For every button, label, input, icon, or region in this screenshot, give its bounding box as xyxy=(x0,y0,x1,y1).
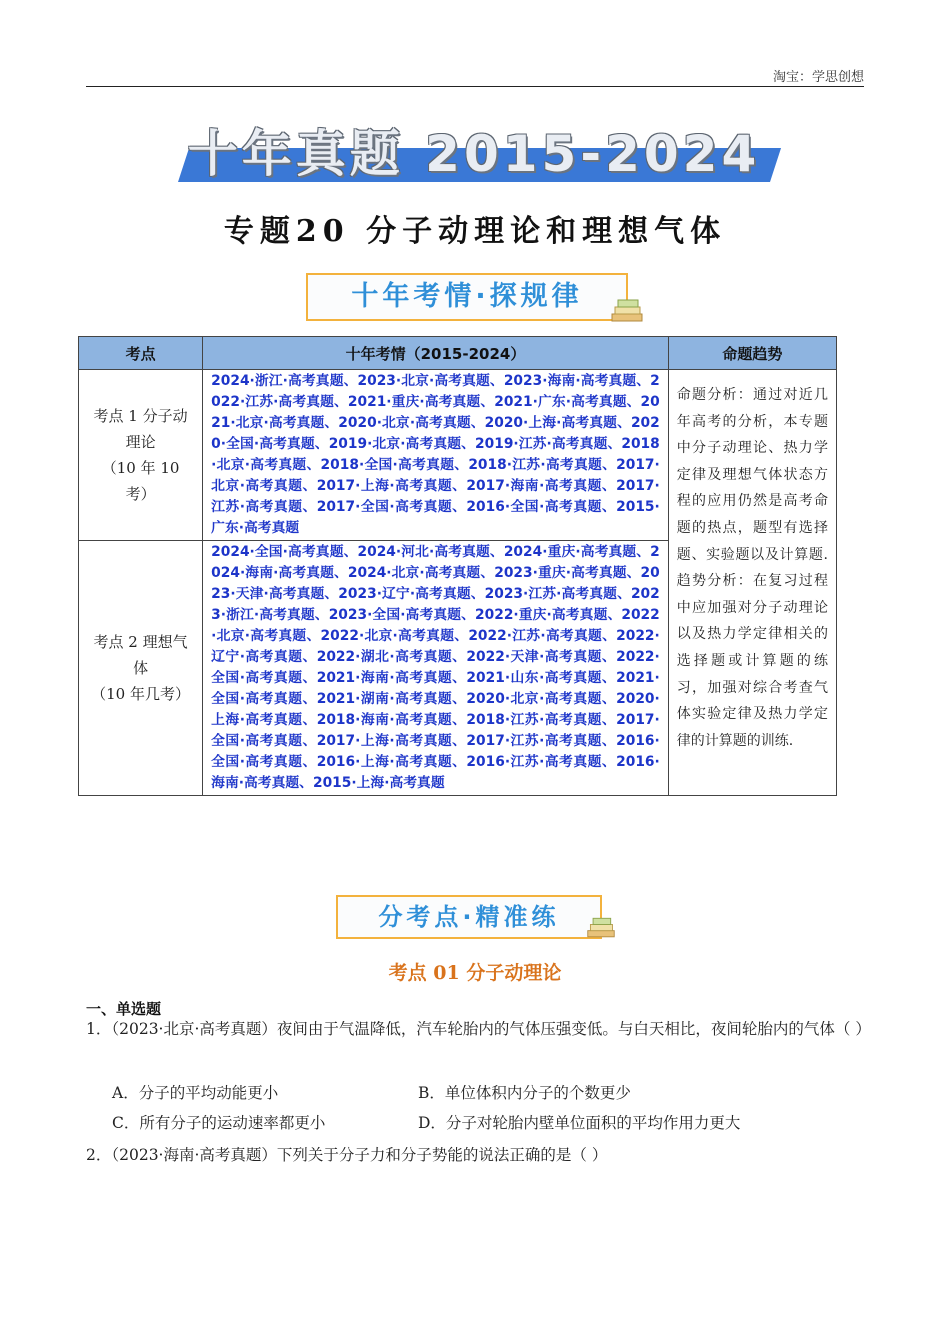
topic-line: 考点 1 分子动 xyxy=(93,407,188,425)
years-cell: 2024·全国·高考真题、2024·河北·高考真题、2024·重庆·高考真题、2024·海南·高考真题、2024·北京·高考真题、2023·重庆·高考真题、2023·天津·高考真题、2023·辽宁·高考真题、2023·江苏·高考真题、2023·浙江·高考真题、2023·全国·高考真题、2022·重庆·高考真题、2022·北京·高考真题、2022·北京·高考真题、2022·江苏·高考真题、2022·辽宁·高考真题、2022·湖北·高考真题、2022·天津·高考真题、2022·全国·高考真题、2021·海南·高考真题、2021·山东·高考真题、2021·全国·高考真题、2021·湖南·高考真题、2020·北京·高考真题、2020·上海·高考真题、2018·海南·高考真题、2018·江苏·高考真题、2017·全国·高考真题、2017·上海·高考真题、2017·江苏·高考真题、2016·全国·高考真题、2016·上海·高考真题、2016·江苏·高考真题、2016·海南·高考真题、2015·上海·高考真题 xyxy=(203,541,669,796)
topic-line: 体 xyxy=(133,659,149,677)
decade-banner xyxy=(178,110,770,184)
question-1-option-c[interactable]: C．所有分子的运动速率都更小 xyxy=(112,1114,326,1132)
question-1-option-d[interactable]: D．分子对轮胎内壁单位面积的平均作用力更大 xyxy=(418,1114,741,1132)
books-icon xyxy=(586,916,616,940)
question-1-option-a[interactable]: A．分子的平均动能更小 xyxy=(112,1084,279,1102)
topic-line: 理论 xyxy=(125,433,156,451)
table-header-row xyxy=(79,337,837,370)
question-2-stem: 2．（2023·海南·高考真题）下列关于分子力和分子势能的说法正确的是（ ） xyxy=(86,1146,608,1164)
topic-line: （10 年 10 xyxy=(101,459,180,477)
topic-line: 考点 2 理想气 xyxy=(93,633,188,651)
topic-line: （10 年几考） xyxy=(91,685,190,703)
question-1-option-b[interactable]: B．单位体积内分子的个数更少 xyxy=(418,1084,631,1102)
topic-table xyxy=(78,336,837,796)
section-banner-practice: 分考点·精准练 xyxy=(336,895,602,939)
topic-cell xyxy=(79,541,203,796)
kaodian-title: 考点 01 分子动理论 xyxy=(388,962,562,984)
section-banner-trends: 十年考情·探规律 xyxy=(306,273,628,321)
header-years: 十年考情（2015-2024） xyxy=(203,337,669,370)
banner-text: 十年真题 2015-2024 xyxy=(187,125,761,183)
header-trend: 命题趋势 xyxy=(668,337,836,370)
topic-line: 考） xyxy=(125,485,156,503)
page-title: 专题20 分子动理论和理想气体 xyxy=(223,214,727,249)
header-shop-text: 淘宝：学思创想 xyxy=(772,70,864,85)
section-heading: 一、单选题 xyxy=(86,1000,162,1018)
years-cell: 2024·浙江·高考真题、2023·北京·高考真题、2023·海南·高考真题、2022·江苏·高考真题、2021·重庆·高考真题、2021·广东·高考真题、2021·北京·高考真题、2020·北京·高考真题、2020·上海·高考真题、2020·全国·高考真题、2019·北京·高考真题、2019·江苏·高考真题、2018·北京·高考真题、2018·全国·高考真题、2018·江苏·高考真题、2017·北京·高考真题、2017·上海·高考真题、2017·海南·高考真题、2017·江苏·高考真题、2017·全国·高考真题、2016·全国·高考真题、2015·广东·高考真题 xyxy=(203,370,669,541)
header-topic: 考点 xyxy=(79,337,203,370)
trend-cell: 命题分析：通过对近几年高考的分析，本专题中分子动理论、热力学定律及理想气体状态方程的应用仍然是高考命题的热点，题型有选择题、实验题以及计算题.趋势分析：在复习过程中应加强对分子动理论以及热力学定律相关的选择题或计算题的练习，加强对综合考查气体实验定律及热力学定律的计算题的训练. xyxy=(668,370,836,796)
table-row xyxy=(79,370,837,541)
books-icon xyxy=(610,298,644,324)
topic-cell xyxy=(79,370,203,541)
header-rule xyxy=(86,86,864,87)
question-1-stem: 1．（2023·北京·高考真题）夜间由于气温降低，汽车轮胎内的气体压强变低。与白天相比，夜间轮胎内的气体（ ） xyxy=(86,1020,871,1038)
